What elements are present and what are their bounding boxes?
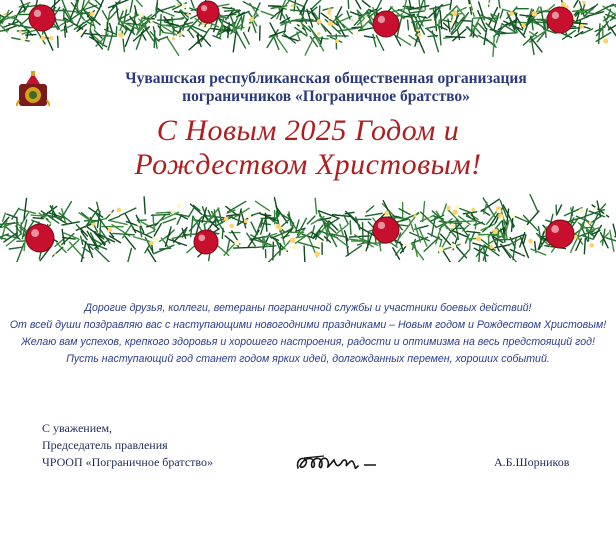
pine-needle	[53, 247, 63, 256]
light-dot	[124, 5, 128, 9]
pine-needle	[530, 195, 538, 212]
light-dot	[172, 37, 175, 40]
pine-needle	[443, 204, 447, 215]
pine-needle	[109, 221, 127, 225]
light-dot	[244, 219, 248, 223]
pine-needle	[610, 230, 614, 251]
pine-needle	[244, 33, 250, 45]
light-dot	[497, 209, 501, 213]
light-dot	[528, 239, 533, 244]
pine-needle	[400, 16, 403, 24]
pine-needle	[500, 10, 503, 18]
pine-needle	[516, 22, 527, 23]
pine-needle	[113, 233, 135, 234]
greeting-title-line-2: Рождеством Христовым!	[134, 148, 482, 181]
pine-needle	[516, 14, 517, 26]
top-pine-garland	[0, 0, 616, 58]
pine-needle	[102, 11, 108, 21]
pine-needle	[296, 220, 299, 230]
ornament-bauble	[546, 220, 574, 248]
pine-needle	[471, 232, 475, 241]
light-dot	[177, 3, 180, 6]
pine-needle	[3, 213, 6, 221]
light-dot	[365, 16, 368, 19]
pine-needle	[65, 26, 66, 37]
light-dot	[317, 19, 322, 24]
pine-needle	[457, 250, 469, 262]
light-dot	[49, 36, 53, 40]
light-dot	[249, 23, 252, 26]
pine-needle	[315, 198, 316, 213]
pine-needle	[147, 231, 154, 235]
light-dot	[21, 37, 26, 42]
light-dot	[78, 32, 81, 35]
light-dot	[275, 224, 280, 229]
signer-name: А.Б.Шорников	[494, 455, 570, 469]
ornament-highlight	[34, 10, 41, 17]
org-header	[12, 66, 612, 112]
light-dot	[455, 205, 460, 210]
ornament-highlight	[378, 222, 385, 229]
pine-needle	[126, 248, 132, 262]
pine-needle	[282, 36, 298, 41]
light-dot	[509, 11, 514, 16]
pine-needle	[294, 0, 297, 11]
pine-needle	[362, 1, 370, 7]
light-dot	[452, 209, 457, 214]
light-dot	[43, 218, 46, 221]
light-dot	[108, 211, 112, 215]
pine-needle	[154, 245, 174, 254]
message-line-3: Желаю вам успехов, крепкого здоровья и хорошего настроения, радости и оптимизма на весь предстоящий год!	[21, 336, 595, 348]
pine-needle	[190, 0, 194, 8]
pine-needle	[156, 9, 174, 16]
light-dot	[427, 215, 430, 218]
light-dot	[603, 213, 606, 216]
light-dot	[356, 32, 359, 35]
regards-text: С уважением,	[42, 421, 113, 435]
pine-needle	[460, 208, 472, 213]
light-dot	[471, 208, 475, 212]
pine-needle	[349, 236, 369, 237]
message-line-2: От всей души поздравляю вас с наступающими новогодними праздниками – Новым годом и Рождеством Христовым!	[9, 319, 607, 331]
pine-needle	[408, 20, 409, 30]
pine-needle	[152, 214, 170, 215]
light-dot	[328, 21, 334, 27]
ornament-bauble	[194, 230, 218, 254]
light-dot	[522, 23, 526, 27]
pine-needle	[557, 205, 561, 214]
pine-needle	[156, 3, 158, 17]
pine-needle	[482, 210, 490, 215]
pine-needle	[582, 235, 593, 239]
pine-needle	[69, 242, 83, 258]
pine-needle	[81, 242, 86, 262]
pine-needle	[144, 197, 145, 214]
light-dot	[476, 236, 481, 241]
light-dot	[511, 214, 515, 218]
pine-needle	[133, 237, 149, 242]
pine-needle	[120, 208, 136, 216]
light-dot	[416, 29, 419, 32]
pine-needle	[142, 18, 155, 19]
pine-needle	[432, 31, 438, 52]
light-dot	[594, 207, 597, 210]
org-emblem-icon	[16, 70, 50, 108]
pine-needle	[424, 0, 425, 10]
light-dot	[546, 7, 549, 10]
pine-needle	[261, 11, 275, 16]
pine-needle	[312, 226, 315, 237]
light-dot	[384, 211, 389, 216]
light-dot	[521, 252, 524, 255]
pine-needle	[462, 21, 471, 22]
ornament-bauble	[26, 224, 54, 252]
pine-needle	[610, 27, 616, 41]
pine-needle	[446, 36, 465, 37]
light-dot	[589, 221, 592, 224]
pine-needle	[44, 32, 53, 50]
message-line-4: Пусть наступающий год станет годом ярких идей, долгожданных перемен, хороших событий.	[66, 353, 550, 365]
pine-needle	[256, 201, 270, 210]
light-dot	[327, 8, 331, 12]
light-dot	[182, 3, 187, 8]
light-dot	[405, 243, 409, 247]
pine-needle	[177, 215, 181, 225]
light-dot	[315, 251, 320, 256]
pine-needle	[167, 37, 179, 55]
pine-needle	[234, 247, 255, 248]
ornament-highlight	[378, 16, 385, 23]
pine-needle	[582, 29, 593, 34]
ornament-highlight	[551, 225, 559, 233]
ornament-bauble	[547, 7, 573, 33]
light-dot	[29, 40, 31, 42]
light-dot	[117, 208, 122, 213]
light-dot	[137, 223, 141, 227]
ornament-bauble	[197, 1, 219, 23]
light-dot	[229, 223, 234, 228]
pine-needle	[329, 221, 338, 230]
light-dot	[579, 208, 584, 213]
pine-needle	[348, 0, 349, 8]
pine-needle	[532, 22, 533, 30]
light-dot	[446, 206, 450, 210]
pine-needle	[433, 8, 435, 20]
pine-needle	[467, 231, 480, 233]
light-dot	[452, 10, 458, 16]
light-dot	[414, 214, 417, 217]
signer-position: Председатель правления	[42, 438, 168, 452]
light-dot	[54, 253, 57, 256]
pine-needle	[137, 220, 146, 221]
pine-needle	[423, 202, 425, 222]
light-dot	[171, 210, 175, 214]
light-dot	[317, 241, 322, 246]
light-dot	[532, 11, 538, 17]
greeting-title-line-1: С Новым 2025 Годом и	[156, 114, 460, 147]
pine-needle	[493, 36, 494, 56]
pine-needle	[428, 36, 437, 37]
light-dot	[561, 2, 566, 7]
pine-needle	[512, 217, 513, 231]
light-dot	[179, 32, 183, 36]
pine-needle	[89, 208, 103, 217]
light-dot	[577, 7, 580, 10]
pine-needle	[101, 36, 115, 37]
pine-needle	[109, 216, 120, 220]
light-dot	[206, 24, 211, 29]
light-dot	[263, 209, 266, 212]
pine-needle	[17, 243, 24, 262]
ornament-highlight	[552, 12, 559, 19]
light-dot	[139, 13, 144, 18]
pine-needle	[127, 222, 139, 227]
light-dot	[317, 32, 320, 35]
pine-needle	[228, 201, 246, 212]
pine-needle	[393, 248, 400, 259]
light-dot	[603, 38, 608, 43]
pine-needle	[498, 0, 500, 8]
pine-needle	[99, 246, 107, 249]
light-dot	[149, 241, 153, 245]
pine-needle	[584, 239, 585, 254]
pine-needle	[189, 206, 195, 216]
pine-needle	[474, 222, 482, 225]
pine-needle	[62, 230, 64, 244]
light-dot	[290, 237, 295, 242]
light-dot	[299, 26, 302, 29]
pine-needle	[190, 15, 197, 19]
signer-organization: ЧРООП «Пограничное братство»	[42, 455, 213, 469]
pine-needle	[125, 236, 135, 249]
light-dot	[579, 24, 584, 29]
pine-needle	[439, 26, 441, 45]
org-name-line-1: Чувашская республиканская общественная организация	[125, 70, 527, 87]
light-dot	[224, 217, 229, 222]
ornament-highlight	[198, 234, 205, 241]
light-dot	[284, 249, 287, 252]
pine-needle	[481, 224, 495, 230]
light-dot	[150, 21, 153, 24]
message-line-1: Дорогие друзья, коллеги, ветераны пограничной службы и участники боевых действий!	[84, 302, 532, 314]
pine-needle	[400, 242, 403, 252]
light-dot	[177, 204, 181, 208]
light-dot	[451, 20, 454, 23]
pine-needle	[312, 0, 324, 9]
light-dot	[291, 4, 294, 7]
light-dot	[328, 15, 332, 19]
pine-needle	[58, 36, 59, 47]
pine-needle	[365, 213, 382, 216]
pine-needle	[350, 221, 351, 234]
pine-needle	[188, 30, 193, 38]
pine-needle	[158, 37, 168, 41]
light-dot	[493, 229, 499, 235]
pine-needle	[9, 247, 22, 249]
handwritten-signature	[294, 448, 380, 478]
pine-needle	[299, 242, 320, 248]
light-dot	[41, 36, 46, 41]
greeting-title	[0, 114, 616, 182]
light-dot	[91, 223, 94, 226]
pine-needle	[233, 31, 236, 52]
light-dot	[399, 222, 401, 224]
pine-needle	[527, 211, 539, 224]
pine-needle	[18, 209, 35, 213]
pine-needle	[490, 18, 498, 19]
light-dot	[451, 243, 456, 248]
light-dot	[335, 39, 339, 43]
light-dot	[450, 223, 456, 229]
pine-needle	[373, 34, 376, 46]
light-dot	[431, 20, 434, 23]
light-dot	[472, 10, 475, 13]
light-dot	[247, 214, 251, 218]
light-dot	[589, 243, 594, 248]
pine-needle	[376, 35, 383, 50]
ornament-bauble	[373, 217, 399, 243]
pine-needle	[411, 11, 424, 13]
pine-needle	[366, 206, 373, 212]
pine-needle	[269, 248, 283, 262]
light-dot	[499, 216, 503, 220]
light-dot	[187, 13, 190, 16]
pine-needle	[350, 0, 360, 9]
light-dot	[361, 250, 364, 253]
pine-needle	[377, 0, 386, 8]
pine-needle	[305, 38, 313, 55]
light-dot	[417, 33, 421, 37]
pine-needle	[541, 7, 545, 28]
light-dot	[4, 13, 7, 16]
pine-needle	[358, 242, 366, 245]
light-dot	[90, 11, 95, 16]
greeting-message	[0, 300, 616, 368]
light-dot	[487, 20, 490, 23]
light-dot	[489, 245, 493, 249]
light-dot	[292, 245, 297, 250]
pine-needle	[408, 0, 411, 7]
pine-needle	[478, 35, 495, 45]
signature-block	[42, 420, 213, 471]
org-name	[66, 70, 586, 106]
light-dot	[351, 19, 353, 21]
light-dot	[582, 1, 586, 5]
ornament-highlight	[31, 229, 39, 237]
org-name-line-2: пограничников «Пограничное братство»	[182, 88, 470, 105]
pine-needle	[130, 0, 133, 12]
light-dot	[438, 247, 444, 253]
light-dot	[234, 240, 239, 245]
light-dot	[249, 17, 254, 22]
light-dot	[108, 228, 113, 233]
light-dot	[407, 208, 410, 211]
ornament-bauble	[373, 11, 399, 37]
pine-needle	[190, 204, 201, 214]
pine-needle	[304, 246, 305, 262]
light-dot	[523, 226, 526, 229]
light-dot	[468, 4, 471, 7]
light-dot	[19, 30, 22, 33]
ornament-highlight	[201, 5, 207, 11]
pine-needle	[411, 243, 423, 259]
pine-needle	[95, 248, 110, 262]
pine-needle	[426, 27, 435, 29]
pine-needle	[134, 0, 142, 6]
light-dot	[118, 32, 123, 37]
pine-needle	[450, 0, 453, 10]
middle-pine-garland	[0, 190, 616, 262]
ornament-bauble	[29, 5, 55, 31]
light-dot	[153, 237, 159, 243]
pine-needle	[599, 24, 600, 44]
light-dot	[488, 3, 490, 5]
